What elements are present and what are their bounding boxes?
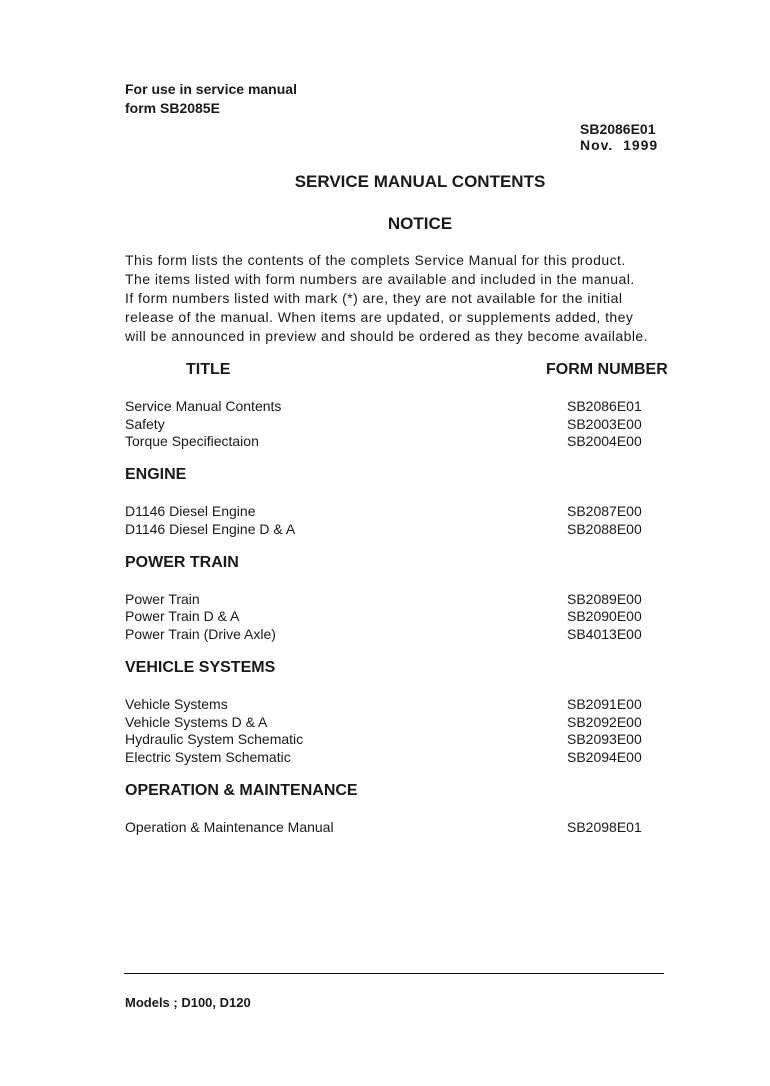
item-form-number: SB2004E00 bbox=[567, 433, 642, 449]
notice-text bbox=[125, 251, 665, 346]
section-heading-engine: ENGINE bbox=[125, 466, 187, 483]
page-title: SERVICE MANUAL CONTENTS bbox=[294, 172, 546, 191]
section-heading-power-train: POWER TRAIN bbox=[125, 554, 239, 571]
item-form-number: SB2087E00 bbox=[567, 503, 642, 519]
document-number: SB2086E01 bbox=[580, 121, 656, 137]
item-title: Power Train D & A bbox=[125, 608, 240, 624]
item-title: Safety bbox=[125, 415, 165, 432]
item-form-number: SB2089E00 bbox=[567, 591, 642, 607]
item-form-number: SB2086E01 bbox=[567, 398, 642, 414]
item-title: Torque Specifiectaion bbox=[125, 433, 259, 449]
document-date: Nov. 1999 bbox=[580, 137, 659, 153]
contents-row bbox=[125, 819, 640, 837]
item-title: Service Manual Contents bbox=[125, 398, 282, 414]
section-heading-vehicle-systems: VEHICLE SYSTEMS bbox=[125, 659, 276, 676]
contents-row bbox=[125, 521, 640, 539]
contents-row bbox=[125, 591, 640, 609]
item-title: Power Train (Drive Axle) bbox=[125, 626, 276, 642]
contents-row bbox=[125, 626, 640, 644]
item-title: Vehicle Systems bbox=[125, 696, 228, 712]
contents-row bbox=[125, 731, 640, 749]
item-form-number: SB2091E00 bbox=[567, 696, 642, 712]
item-form-number: SB2098E01 bbox=[567, 819, 642, 835]
item-title: Vehicle Systems D & A bbox=[125, 714, 268, 730]
item-form-number: SB2092E00 bbox=[567, 714, 642, 730]
contents-row bbox=[125, 696, 640, 714]
header-line-2: form SB2085E bbox=[125, 100, 220, 116]
contents-row bbox=[125, 433, 640, 451]
contents-row bbox=[125, 503, 640, 521]
column-header-title: TITLE bbox=[186, 361, 231, 378]
item-title: D1146 Diesel Engine D & A bbox=[125, 521, 296, 537]
item-title: Power Train bbox=[125, 591, 200, 607]
header-line-1: For use in service manual bbox=[125, 81, 297, 97]
contents-row bbox=[125, 749, 640, 767]
contents-row bbox=[125, 608, 640, 626]
notice-line: The items listed with form numbers are available and included in the manual. bbox=[125, 271, 635, 287]
notice-line: release of the manual. When items are updated, or supplements added, they bbox=[125, 309, 634, 325]
contents-row bbox=[125, 398, 640, 416]
item-title: Operation & Maintenance Manual bbox=[125, 819, 334, 835]
item-form-number: SB2088E00 bbox=[567, 521, 642, 537]
notice-title: NOTICE bbox=[387, 214, 453, 233]
item-form-number: SB2094E00 bbox=[567, 749, 642, 765]
contents-row bbox=[125, 714, 640, 732]
notice-line: will be announced in preview and should be ordered as they become available. bbox=[125, 328, 648, 344]
item-form-number: SB2093E00 bbox=[567, 731, 642, 747]
item-form-number: SB4013E00 bbox=[567, 626, 642, 642]
footer-models: Models ; D100, D120 bbox=[125, 995, 251, 1010]
column-header-form-number: FORM NUMBER bbox=[546, 361, 668, 378]
item-title: Hydraulic System Schematic bbox=[125, 731, 304, 747]
contents-row bbox=[125, 416, 640, 434]
footer-divider bbox=[124, 973, 664, 974]
section-heading-operation-maintenance: OPERATION & MAINTENANCE bbox=[125, 782, 358, 799]
item-title: Electric System Schematic bbox=[125, 749, 291, 765]
notice-line: If form numbers listed with mark (*) are, they are not available for the initial bbox=[125, 290, 623, 306]
item-form-number: SB2090E00 bbox=[567, 608, 642, 624]
notice-line: This form lists the contents of the complets Service Manual for this product. bbox=[125, 252, 626, 268]
item-form-number: SB2003E00 bbox=[567, 415, 642, 432]
item-title: D1146 Diesel Engine bbox=[125, 503, 256, 519]
